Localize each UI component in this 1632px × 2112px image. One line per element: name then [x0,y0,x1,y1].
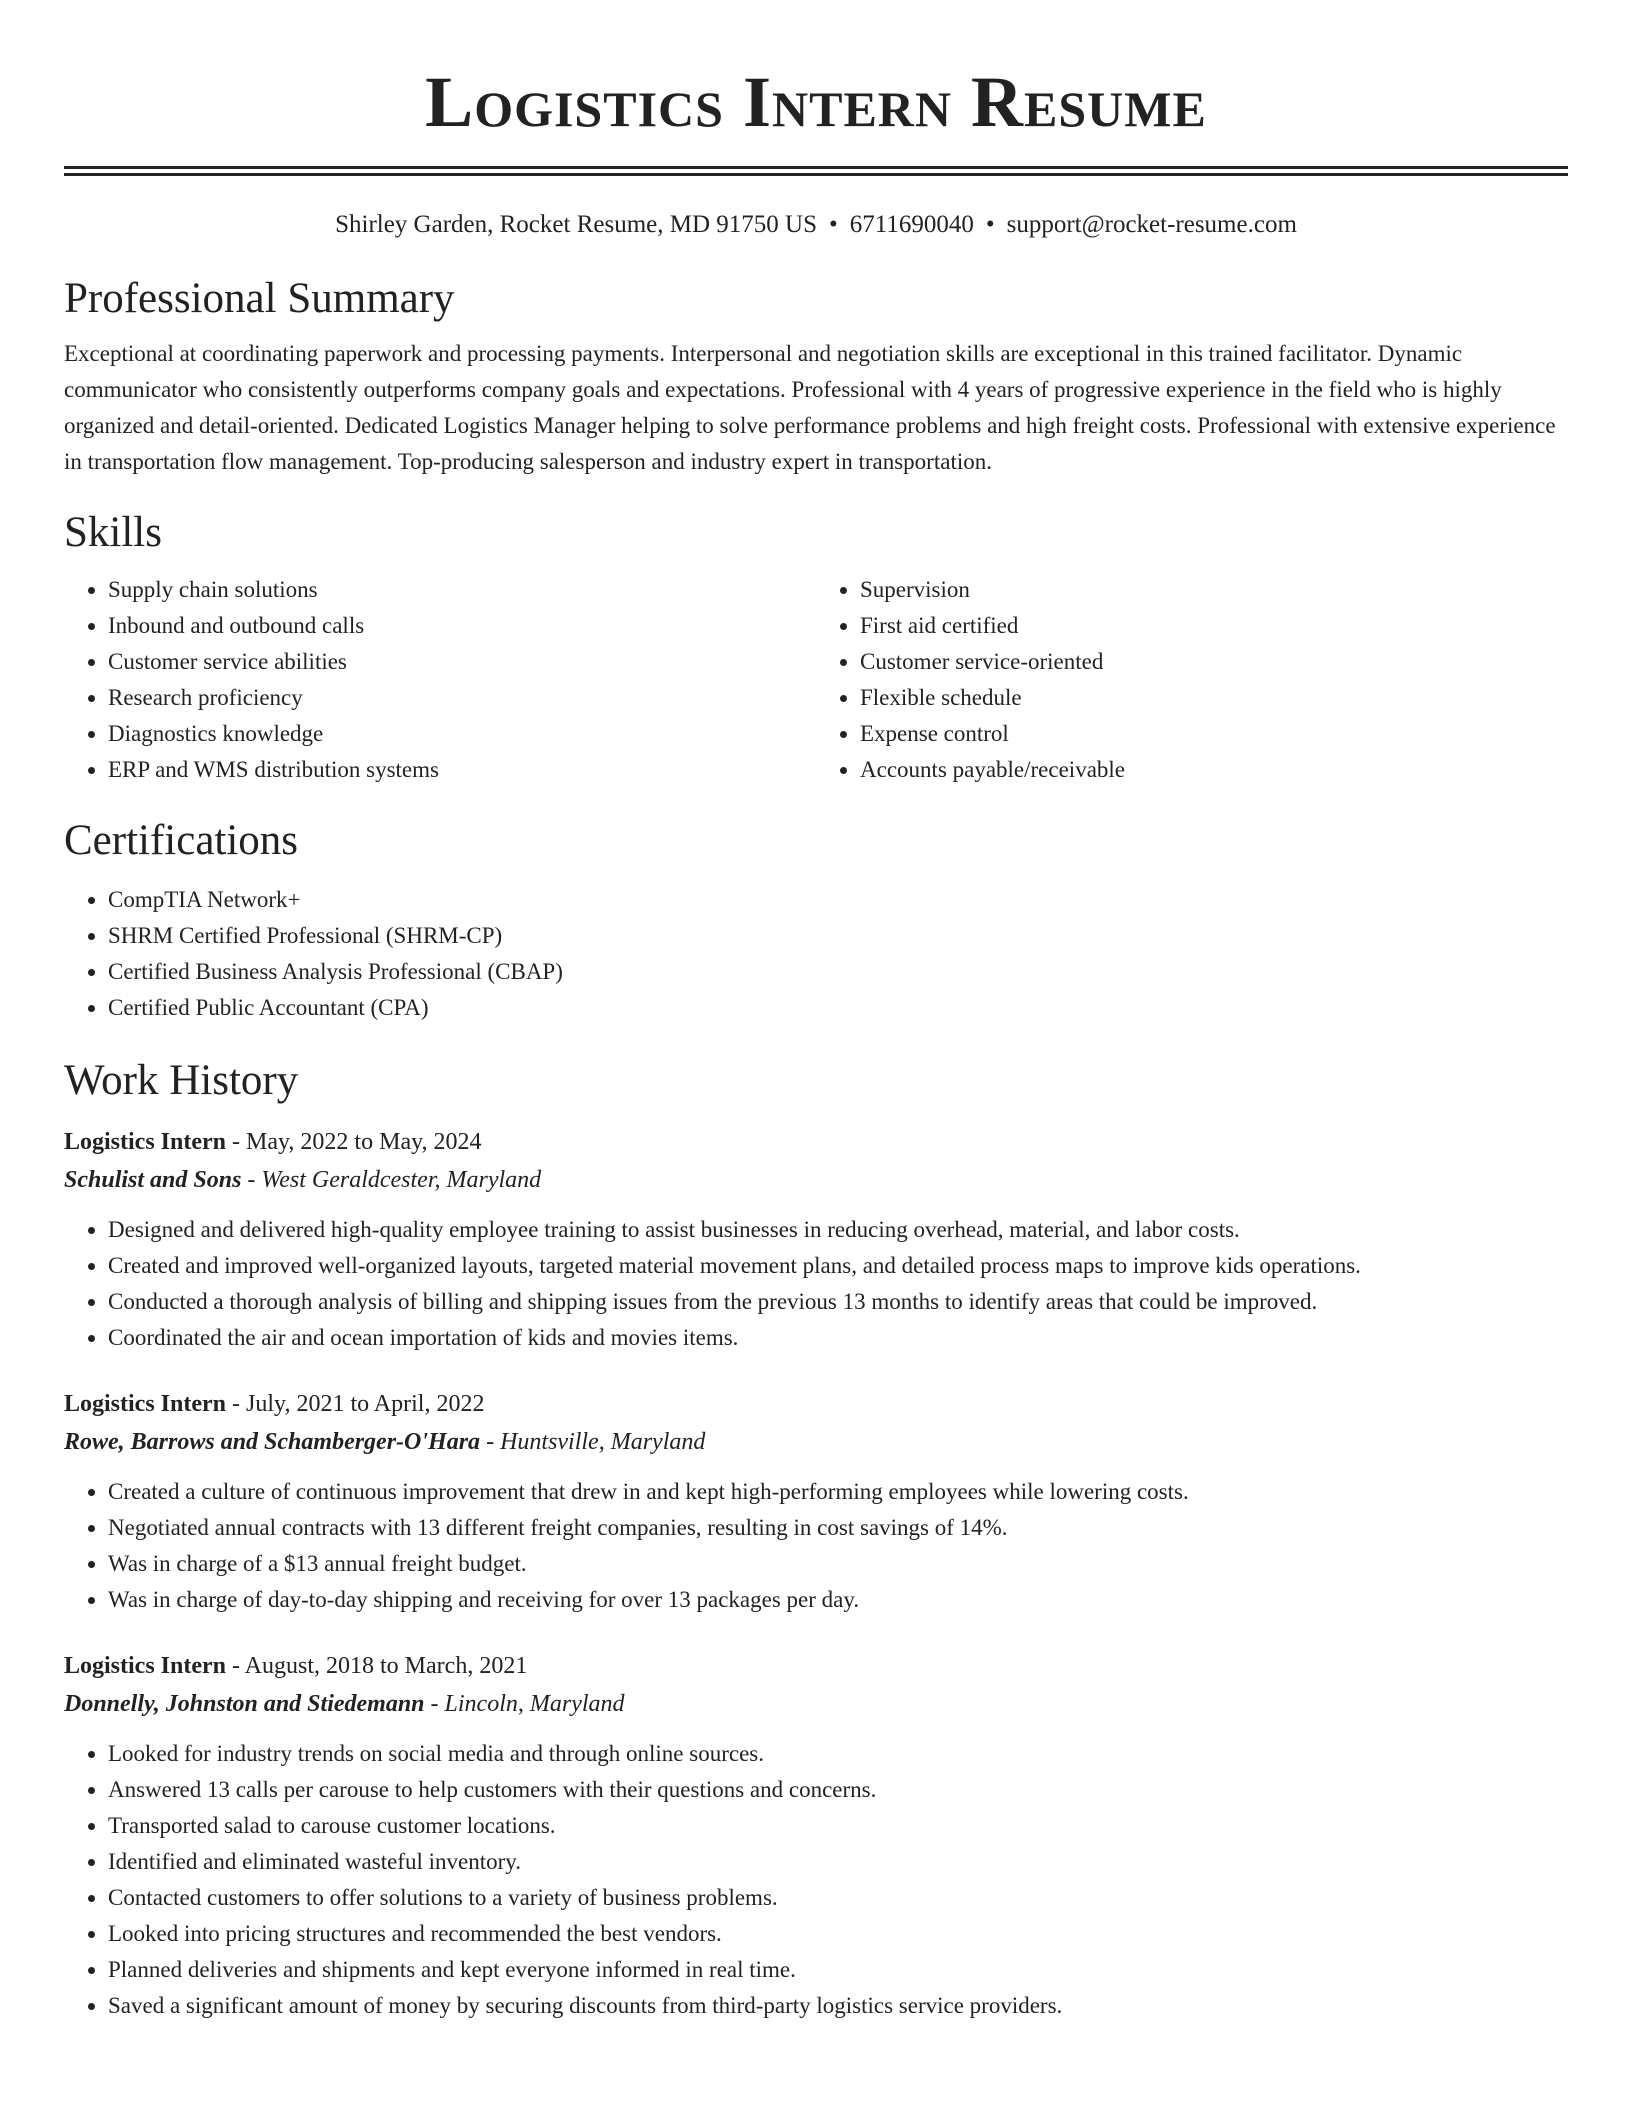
job-company-line [64,1162,1568,1198]
job-bullet: • Transported salad to carouse customer locations. [108,1808,1568,1844]
job-dash: - [226,1391,246,1417]
summary-heading: Professional Summary [64,275,455,322]
certification-item: • Certified Public Accountant (CPA) [108,990,1568,1026]
job-bullet: • Contacted customers to offer solutions to a variety of business problems. [108,1880,1568,1916]
job-title-line [64,1648,1568,1684]
job-bullet: • Negotiated annual contracts with 13 different freight companies, resulting in cost savings of 14%. [108,1510,1568,1546]
contact-separator: • [828,211,838,238]
skill-item: • Diagnostics knowledge [108,716,816,752]
job-company-line [64,1686,1568,1722]
skills-heading: Skills [64,509,162,556]
job-bullet: • Created and improved well-organized layouts, targeted material movement plans, and detailed process maps to improve kids operations. [108,1248,1568,1284]
job-location: Huntsville, Maryland [500,1429,706,1455]
job-bullet: • Created a culture of continuous improvement that drew in and kept high-performing employees while lowering costs. [108,1474,1568,1510]
skill-item: • Accounts payable/receivable [860,752,1568,788]
resume-title: Logistics Intern Resume [425,62,1207,142]
job-company-line [64,1424,1568,1460]
job-location: Lincoln, Maryland [444,1691,625,1717]
job-dates: August, 2018 to March, 2021 [244,1653,528,1679]
contact-separator: • [985,211,995,238]
job-dash: - [226,1129,246,1155]
job-bullets [64,1474,1568,1618]
job-bullets [64,1212,1568,1356]
skill-item: • Flexible schedule [860,680,1568,716]
contact-line [64,210,1568,240]
job-title: Logistics Intern [64,1129,226,1155]
skill-item: • Customer service abilities [108,644,816,680]
skill-item: • First aid certified [860,608,1568,644]
certification-item: • CompTIA Network+ [108,882,1568,918]
skill-item: • Customer service-oriented [860,644,1568,680]
job-bullet: • Conducted a thorough analysis of billing and shipping issues from the previous 13 months to identify areas that could be improved. [108,1284,1568,1320]
job-dates: May, 2022 to May, 2024 [246,1129,482,1155]
job-dates: July, 2021 to April, 2022 [246,1391,485,1417]
job-company: Schulist and Sons [64,1167,242,1193]
job-bullet: • Was in charge of day-to-day shipping and receiving for over 13 packages per day. [108,1582,1568,1618]
certifications-list [64,882,1568,1026]
job-location: West Geraldcester, Maryland [261,1167,542,1193]
job-dash: - [480,1429,501,1455]
title-double-rule [64,166,1568,176]
certification-item: • SHRM Certified Professional (SHRM-CP) [108,918,1568,954]
job-bullet: • Coordinated the air and ocean importation of kids and movies items. [108,1320,1568,1356]
job-company: Rowe, Barrows and Schamberger-O'Hara [64,1429,481,1455]
job-bullet: • Saved a significant amount of money by securing discounts from third-party logistics service providers. [108,1988,1568,2024]
job-entry [64,1648,1568,2024]
job-bullet: • Planned deliveries and shipments and kept everyone informed in real time. [108,1952,1568,1988]
contact-address: Shirley Garden, Rocket Resume, MD 91750 US [335,211,817,238]
job-bullet: • Looked for industry trends on social media and through online sources. [108,1736,1568,1772]
certifications-heading: Certifications [64,817,299,864]
job-title-line [64,1386,1568,1422]
skill-item: • ERP and WMS distribution systems [108,752,816,788]
summary-text: Exceptional at coordinating paperwork and processing payments. Interpersonal and negotiation skills are exceptional in this trained facilitator. Dynamic communicator who consistently outperforms company goals and expectations. Professional with 4 years of progressive experience in the field who is highly organized and detail-oriented. Dedicated Logistics Manager helping to solve performance problems and high freight costs. Professional with extensive experience in transportation flow management. Top-producing salesperson and industry expert in transportation. [64,341,1556,474]
job-title: Logistics Intern [64,1391,226,1417]
job-bullet: • Designed and delivered high-quality employee training to assist businesses in reducing overhead, material, and labor costs. [108,1212,1568,1248]
job-entry [64,1386,1568,1618]
skills-columns [64,572,1568,788]
certification-item: • Certified Business Analysis Professional (CBAP) [108,954,1568,990]
skill-item: • Research proficiency [108,680,816,716]
job-title-line [64,1124,1568,1160]
job-bullet: • Looked into pricing structures and recommended the best vendors. [108,1916,1568,1952]
job-entry [64,1124,1568,1356]
job-bullet: • Was in charge of a $13 annual freight budget. [108,1546,1568,1582]
skills-list-left [64,572,816,788]
job-title: Logistics Intern [64,1653,226,1679]
job-bullet: • Answered 13 calls per carouse to help customers with their questions and concerns. [108,1772,1568,1808]
skill-item: • Supply chain solutions [108,572,816,608]
contact-phone: 6711690040 [849,211,974,238]
skills-list-right [816,572,1568,788]
job-dash: - [241,1167,262,1193]
job-dash: - [226,1653,245,1679]
skill-item: • Expense control [860,716,1568,752]
work-history-heading: Work History [64,1057,299,1104]
job-bullets [64,1736,1568,2024]
job-company: Donnelly, Johnston and Stiedemann [64,1691,425,1717]
job-dash: - [424,1691,445,1717]
job-bullet: • Identified and eliminated wasteful inventory. [108,1844,1568,1880]
skill-item: • Supervision [860,572,1568,608]
contact-email[interactable]: support@rocket-resume.com [1006,211,1297,238]
skill-item: • Inbound and outbound calls [108,608,816,644]
